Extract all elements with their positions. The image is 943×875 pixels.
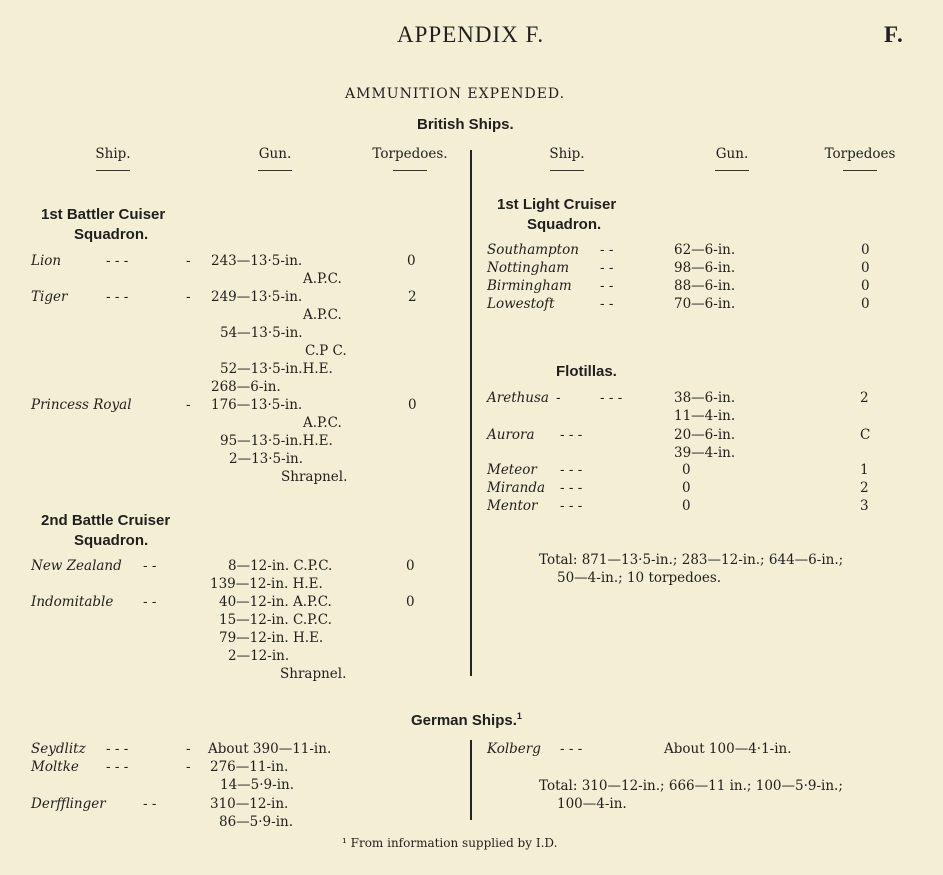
ship-name: Moltke	[31, 759, 79, 775]
gun-value: 249—13·5-in.	[211, 289, 303, 305]
gun-value: 54—13·5-in.	[220, 325, 303, 341]
leader-dashes: - -	[600, 242, 614, 258]
ship-name: Lion	[31, 253, 62, 269]
leader-dashes: -	[186, 759, 191, 775]
squadron-heading: Squadron.	[527, 216, 602, 233]
gun-value: 0	[682, 462, 691, 478]
gun-value: A.P.C.	[303, 415, 342, 431]
ship-name: Meteor	[487, 462, 537, 478]
torpedoes-value: 1	[860, 462, 869, 478]
page-letter: F.	[884, 22, 904, 47]
footnote: ¹ From information supplied by I.D.	[342, 836, 558, 850]
leader-dashes: - - -	[560, 741, 583, 757]
gun-value: 62—6-in.	[674, 242, 736, 258]
leader-dashes: -	[186, 397, 191, 413]
torpedoes-value: 0	[861, 260, 870, 276]
gun-value: 176—13·5-in.	[211, 397, 303, 413]
leader-dashes: - -	[143, 594, 157, 610]
leader-dashes: - -	[143, 558, 157, 574]
ship-name: Indomitable	[31, 594, 114, 610]
british-total: Total: 871—13·5-in.; 283—12-in.; 644—6-in.;	[539, 552, 844, 568]
gun-value: 276—11-in.	[210, 759, 289, 775]
leader-dashes: - -	[600, 278, 614, 294]
ship-name: Tiger	[31, 289, 68, 305]
ship-name: Derfflinger	[31, 796, 106, 812]
gun-value: 98—6-in.	[674, 260, 736, 276]
leader-dashes: - - -	[560, 498, 583, 514]
gun-value: 38—6-in.	[674, 390, 736, 406]
leader-dashes: -	[186, 741, 191, 757]
leader-dashes: - - -	[106, 253, 129, 269]
ship-name: Nottingham	[487, 260, 569, 276]
ship-name: New Zealand	[31, 558, 122, 574]
torpedoes-value: 0	[861, 278, 870, 294]
gun-value: About 100—4·1-in.	[664, 741, 792, 757]
leader-dashes: -	[186, 289, 191, 305]
page-title: APPENDIX F.	[397, 22, 545, 47]
gun-value: 95—13·5-in.H.E.	[220, 433, 333, 449]
german-total: 100—4-in.	[557, 796, 627, 812]
gun-value: 70—6-in.	[674, 296, 736, 312]
gun-value: Shrapnel.	[281, 469, 348, 485]
ship-name: Kolberg	[487, 741, 541, 757]
ship-name: Southampton	[487, 242, 579, 258]
header-ship-right: Ship.	[532, 146, 602, 171]
gun-value: 2—12-in.	[228, 648, 290, 664]
gun-value: 40—12-in. A.P.C.	[219, 594, 332, 610]
torpedoes-value: 2	[408, 289, 417, 305]
torpedoes-value: 0	[861, 296, 870, 312]
gun-value: 88—6-in.	[674, 278, 736, 294]
squadron-heading: 1st Light Cruiser	[497, 196, 617, 213]
ship-name: Aurora	[487, 427, 535, 443]
german-ships-heading: German Ships.$^1$	[411, 711, 522, 729]
gun-value: 15—12-in. C.P.C.	[219, 612, 332, 628]
squadron-heading: 1st Battler Cuiser	[41, 206, 166, 223]
ship-name: Princess Royal	[31, 397, 132, 413]
leader-dashes: - - -	[560, 480, 583, 496]
gun-value: 2—13·5-in.	[229, 451, 304, 467]
squadron-heading: Squadron.	[74, 532, 149, 549]
gun-value: 8—12-in. C.P.C.	[228, 558, 333, 574]
gun-value: A.P.C.	[303, 307, 342, 323]
squadron-heading: 2nd Battle Cruiser	[41, 512, 171, 529]
torpedoes-value: C	[860, 427, 871, 443]
torpedoes-value: 3	[860, 498, 869, 514]
british-ships-heading: British Ships.	[417, 116, 514, 133]
column-divider-british	[470, 150, 472, 676]
ship-name: Lowestoft	[487, 296, 555, 312]
gun-value: Shrapnel.	[280, 666, 347, 682]
gun-value: C.P C.	[305, 343, 347, 359]
footnote-mark: 1	[516, 711, 522, 721]
leader-dashes: - - -	[600, 390, 623, 406]
gun-value: 52—13·5-in.H.E.	[220, 361, 333, 377]
ship-name: Birmingham	[487, 278, 572, 294]
torpedoes-value: 0	[861, 242, 870, 258]
british-total: 50—4-in.; 10 torpedoes.	[557, 570, 722, 586]
ship-name: Miranda	[487, 480, 546, 496]
torpedoes-value: 0	[408, 397, 417, 413]
gun-value: 310—12-in.	[210, 796, 289, 812]
gun-value: A.P.C.	[303, 271, 342, 287]
gun-value: 0	[682, 480, 691, 496]
header-torpedoes-left: Torpedoes.	[364, 146, 456, 171]
flotillas-heading: Flotillas.	[556, 363, 617, 380]
ship-name: Arethusa	[487, 390, 549, 406]
column-divider-german	[470, 740, 472, 820]
leader-dashes: -	[186, 253, 191, 269]
header-gun-right: Gun.	[697, 146, 767, 171]
gun-value: 20—6-in.	[674, 427, 736, 443]
torpedoes-value: 0	[406, 558, 415, 574]
gun-value: 11—4-in.	[674, 408, 736, 424]
squadron-heading: Squadron.	[74, 226, 149, 243]
leader-dashes: - - -	[106, 759, 129, 775]
leader-dashes: - -	[600, 260, 614, 276]
torpedoes-value: 2	[860, 390, 869, 406]
leader-dashes: - -	[143, 796, 157, 812]
gun-value: About 390—11-in.	[208, 741, 332, 757]
torpedoes-value: 0	[406, 594, 415, 610]
german-total: Total: 310—12-in.; 666—11 in.; 100—5·9-in.;	[539, 778, 843, 794]
leader-dashes: - - -	[560, 462, 583, 478]
header-gun-left: Gun.	[240, 146, 310, 171]
gun-value: 243—13·5-in.	[211, 253, 303, 269]
leader-dashes: - - -	[106, 741, 129, 757]
ship-name: Mentor	[487, 498, 538, 514]
torpedoes-value: 2	[860, 480, 869, 496]
gun-value: 14—5·9-in.	[220, 777, 295, 793]
gun-value: 0	[682, 498, 691, 514]
torpedoes-value: 0	[407, 253, 416, 269]
gun-value: 268—6-in.	[211, 379, 281, 395]
gun-value: 39—4-in.	[674, 445, 736, 461]
leader-dashes: -	[556, 390, 561, 406]
section-subtitle: AMMUNITION EXPENDED.	[345, 86, 566, 102]
leader-dashes: - -	[600, 296, 614, 312]
leader-dashes: - - -	[106, 289, 129, 305]
gun-value: 86—5·9-in.	[219, 814, 294, 830]
gun-value: 79—12-in. H.E.	[219, 630, 324, 646]
header-torpedoes-right: Torpedoes	[814, 146, 906, 171]
ship-name: Seydlitz	[31, 741, 86, 757]
leader-dashes: - - -	[560, 427, 583, 443]
gun-value: 139—12-in. H.E.	[210, 576, 323, 592]
header-ship-left: Ship.	[78, 146, 148, 171]
